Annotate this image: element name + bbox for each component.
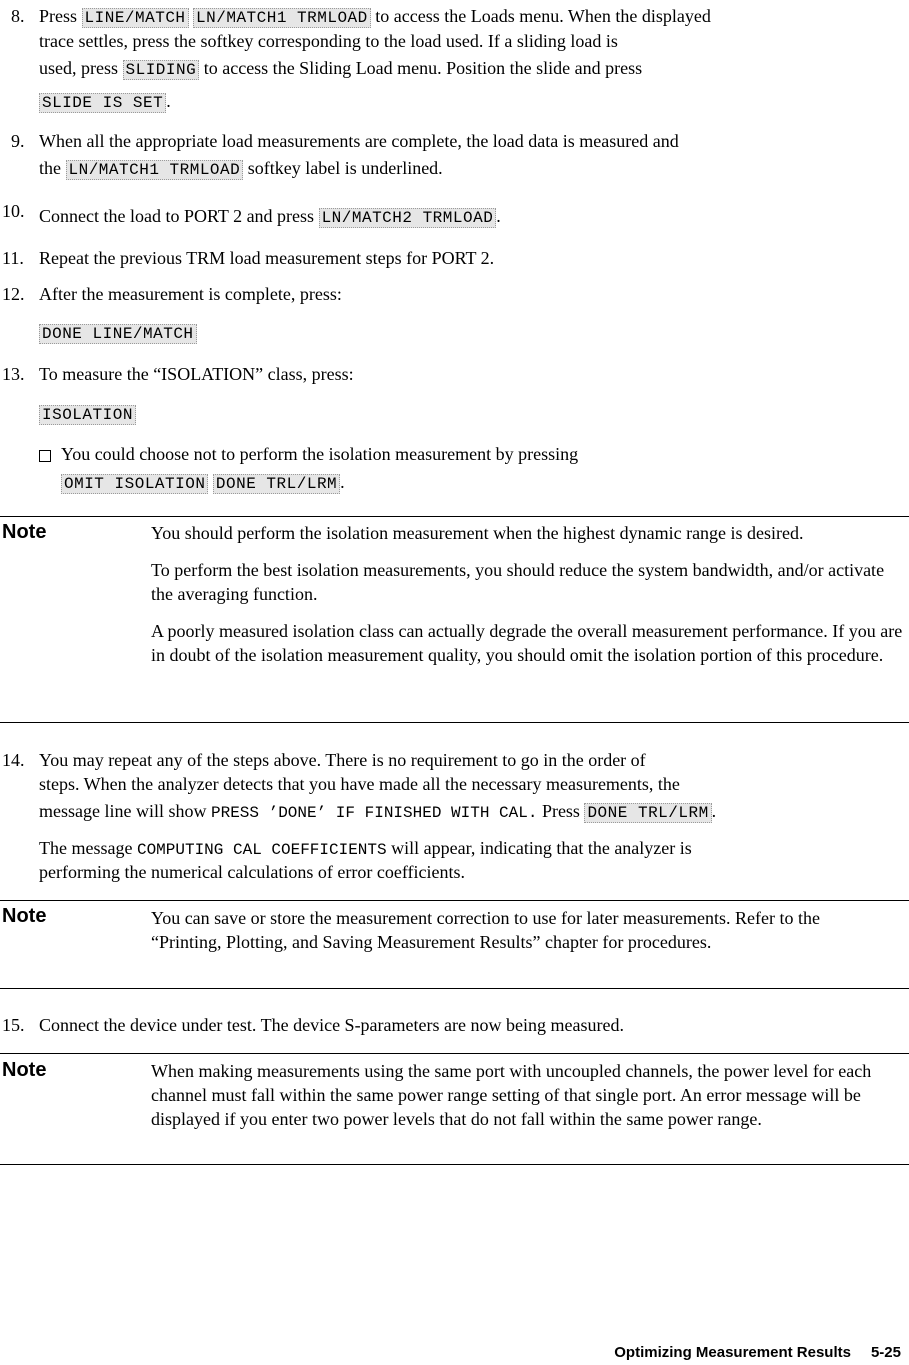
text: . [166,91,171,111]
divider [0,988,909,989]
text: . [496,206,501,226]
step-13-sub-line-1 [39,442,578,466]
step-8-line-4 [39,89,171,115]
checkbox-icon [39,450,51,462]
step-12-line-1: After the measurement is complete, press: [39,284,342,304]
step-8-line-1 [39,4,711,30]
message-text: COMPUTING CAL COEFFICIENTS [136,841,387,859]
softkey-done-trl-lrm: DONE TRL/LRM [584,803,711,823]
softkey-sliding: SLIDING [123,60,200,80]
text: softkey label is underlined. [243,158,443,178]
step-14-line-2: steps. When the analyzer detects that you have made all the necessary measurements, the [39,774,680,794]
note-1-text [151,521,906,680]
step-11-line-1: Repeat the previous TRM load measurement steps for PORT 2. [39,248,495,268]
text: used, press [39,58,123,78]
text: Press [537,801,585,821]
note-label: Note [2,905,47,927]
text: to access the Loads menu. When the displayed [370,6,711,26]
text: . [711,801,717,821]
step-number: 15. [2,1015,25,1035]
text: . [340,472,345,492]
divider [0,900,909,901]
step-15-line-1: Connect the device under test. The device S-parameters are now being measured. [39,1015,624,1035]
note-paragraph: You should perform the isolation measurement when the highest dynamic range is desired. [151,523,804,543]
note-label: Note [2,1059,47,1081]
divider [0,1164,909,1165]
step-10-line-1 [39,204,501,230]
divider [0,722,909,723]
page-footer [614,1344,901,1361]
step-8-line-3 [39,56,642,82]
softkey-ln-match1-trmload: LN/MATCH1 TRMLOAD [66,160,244,180]
step-13-sub-line-2 [61,470,345,496]
step-14-line-3 [39,799,716,825]
step-8-line-2: trace settles, press the softkey corresponding to the load used. If a sliding load is [39,31,618,51]
step-14-line-1: You may repeat any of the steps above. There is no requirement to go in the order of [39,750,646,770]
softkey-slide-is-set: SLIDE IS SET [39,93,166,113]
message-text: PRESS ’DONE’ IF FINISHED WITH CAL. [210,804,538,822]
step-14-line-5: performing the numerical calculations of error coefficients. [39,862,465,882]
note-paragraph: You can save or store the measurement correction to use for later measurements. Refer to the “Printing, Plotting, and Saving Measurement Results” chapter for procedures. [151,908,820,952]
softkey-ln-match1-trmload: LN/MATCH1 TRMLOAD [193,8,371,28]
softkey-done-line-match: DONE LINE/MATCH [39,324,197,344]
softkey-line-match: LINE/MATCH [82,8,189,28]
divider [0,516,909,517]
step-number: 14. [2,750,25,770]
divider [0,1053,909,1054]
step-13-line-1: To measure the “ISOLATION” class, press: [39,364,354,384]
step-number: 12. [2,284,25,304]
footer-page-number: 5-25 [870,1344,901,1361]
text: Press [39,6,82,26]
step-12-key-line [39,320,197,346]
text: to access the Sliding Load menu. Position the slide and press [199,58,643,78]
softkey-isolation: ISOLATION [39,405,136,425]
note-2-text [151,906,851,967]
text: The message [39,838,137,858]
softkey-ln-match2-trmload: LN/MATCH2 TRMLOAD [319,208,497,228]
step-number: 9. [11,131,25,151]
softkey-done-trl-lrm: DONE TRL/LRM [213,474,340,494]
note-paragraph: When making measurements using the same port with uncoupled channels, the power level for each channel must fall within the same power range setting of that single port. An error message will be displayed if you enter two power levels that do not fall within the same power range. [151,1061,872,1129]
text: the [39,158,66,178]
step-number: 13. [2,364,25,384]
step-9-line-2 [39,156,443,182]
note-paragraph: To perform the best isolation measurements, you should reduce the system bandwidth, and/or activate the averaging function. [151,560,885,604]
text: You could choose not to perform the isolation measurement by pressing [61,444,579,464]
step-number: 11. [2,248,24,268]
text: will appear, indicating that the analyzer is [386,838,692,858]
step-14-line-4 [39,836,692,862]
text: Connect the load to PORT 2 and press [39,206,319,226]
step-13-key-line [39,401,136,427]
note-paragraph: A poorly measured isolation class can actually degrade the overall measurement performance. If you are in doubt of the isolation measurement quality, you should omit the isolation portion of this procedure. [151,621,903,665]
step-9-line-1: When all the appropriate load measurements are complete, the load data is measured and [39,131,679,151]
footer-section-title: Optimizing Measurement Results [614,1344,851,1361]
step-number: 8. [11,6,25,26]
softkey-omit-isolation: OMIT ISOLATION [61,474,208,494]
step-number: 10. [2,201,25,221]
note-3-text [151,1059,906,1144]
text: message line will show [39,801,211,821]
note-label: Note [2,521,47,543]
